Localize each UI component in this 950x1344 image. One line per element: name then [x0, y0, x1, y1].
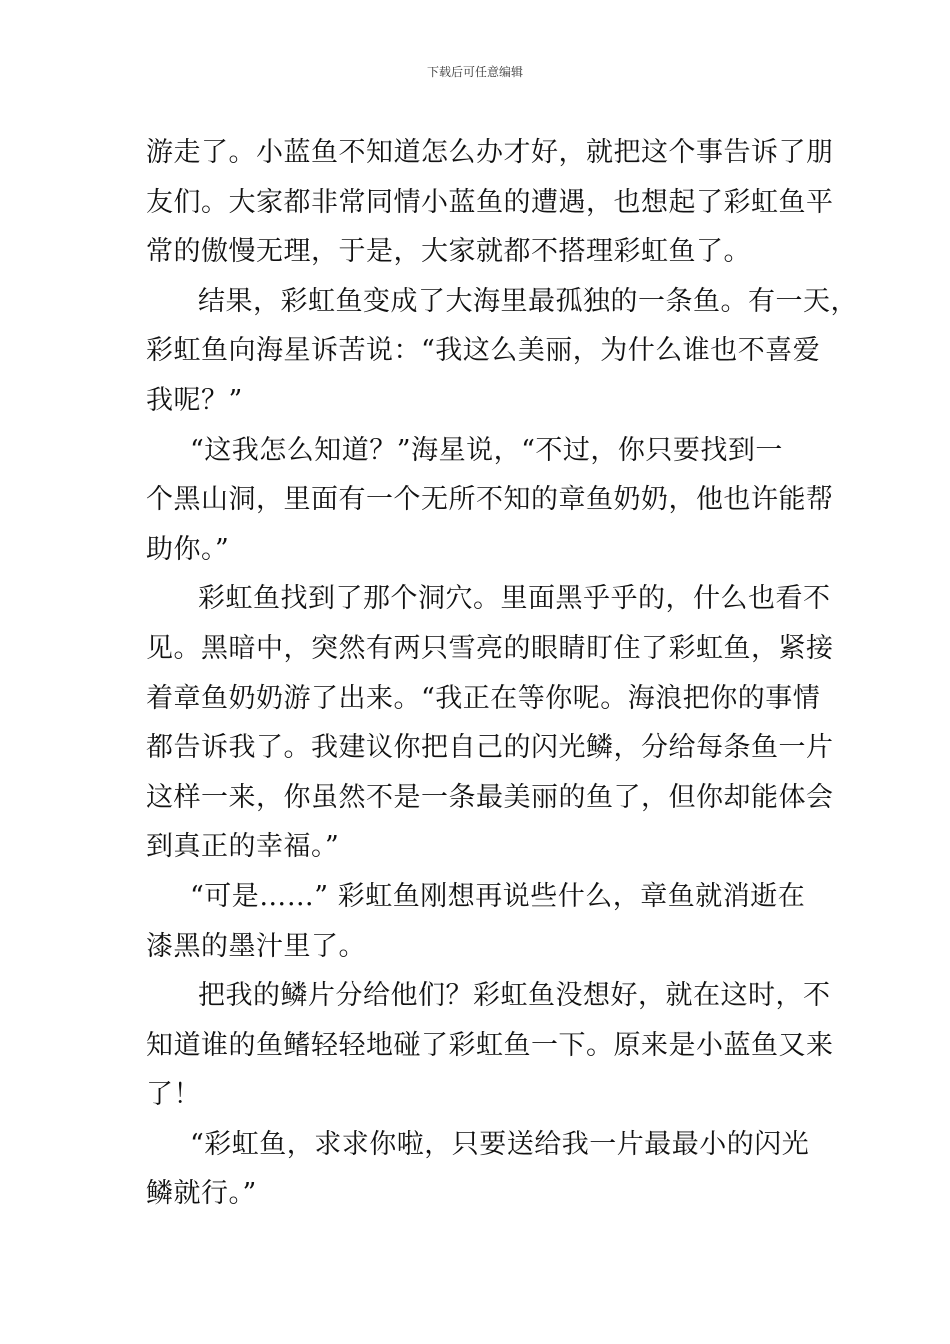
text-line: 助你。”: [146, 533, 230, 565]
text-line: 都告诉我了。我建议你把自己的闪光鳞，分给每条鱼一片: [146, 732, 834, 764]
text-line: 着章鱼奶奶游了出来。“我正在等你呢。海浪把你的事情: [146, 682, 821, 714]
text-line: “彩虹鱼，求求你啦，只要送给我一片最最小的闪光: [190, 1128, 810, 1160]
text-line: 结果，彩虹鱼变成了大海里最孤独的一条鱼。有一天，: [198, 285, 858, 317]
text-line: 了！: [146, 1079, 201, 1111]
story-body: [146, 128, 858, 1219]
text-line: 鳞就行。”: [146, 1178, 257, 1210]
text-line: 彩虹鱼找到了那个洞穴。里面黑乎乎的，什么也看不: [198, 583, 831, 615]
text-line: 这样一来，你虽然不是一条最美丽的鱼了，但你却能体会: [146, 781, 834, 813]
text-line: 个黑山洞，里面有一个无所不知的章鱼奶奶，他也许能帮: [146, 484, 834, 516]
text-line: “这我怎么知道？”海星说，“不过，你只要找到一: [190, 434, 783, 466]
text-line: 把我的鳞片分给他们？彩虹鱼没想好，就在这时，不: [198, 980, 831, 1012]
text-line: 友们。大家都非常同情小蓝鱼的遭遇，也想起了彩虹鱼平: [146, 186, 834, 218]
text-line: 见。黑暗中，突然有两只雪亮的眼睛盯住了彩虹鱼，紧接: [146, 632, 834, 664]
text-line: 常的傲慢无理，于是，大家就都不搭理彩虹鱼了。: [146, 236, 751, 268]
text-line: “可是……” 彩虹鱼刚想再说些什么，章鱼就消逝在: [190, 880, 806, 912]
text-line: 漆黑的墨汁里了。: [146, 930, 366, 962]
text-line: 到真正的幸福。”: [146, 831, 340, 863]
page-header-note: 下载后可任意编辑: [426, 65, 523, 79]
text-line: 彩虹鱼向海星诉苦说：“我这么美丽，为什么谁也不喜爱: [146, 335, 821, 367]
text-line: 知道谁的鱼鳍轻轻地碰了彩虹鱼一下。原来是小蓝鱼又来: [146, 1029, 834, 1061]
text-line: 游走了。小蓝鱼不知道怎么办才好，就把这个事告诉了朋: [146, 137, 834, 168]
text-line: 我呢？”: [146, 384, 243, 416]
